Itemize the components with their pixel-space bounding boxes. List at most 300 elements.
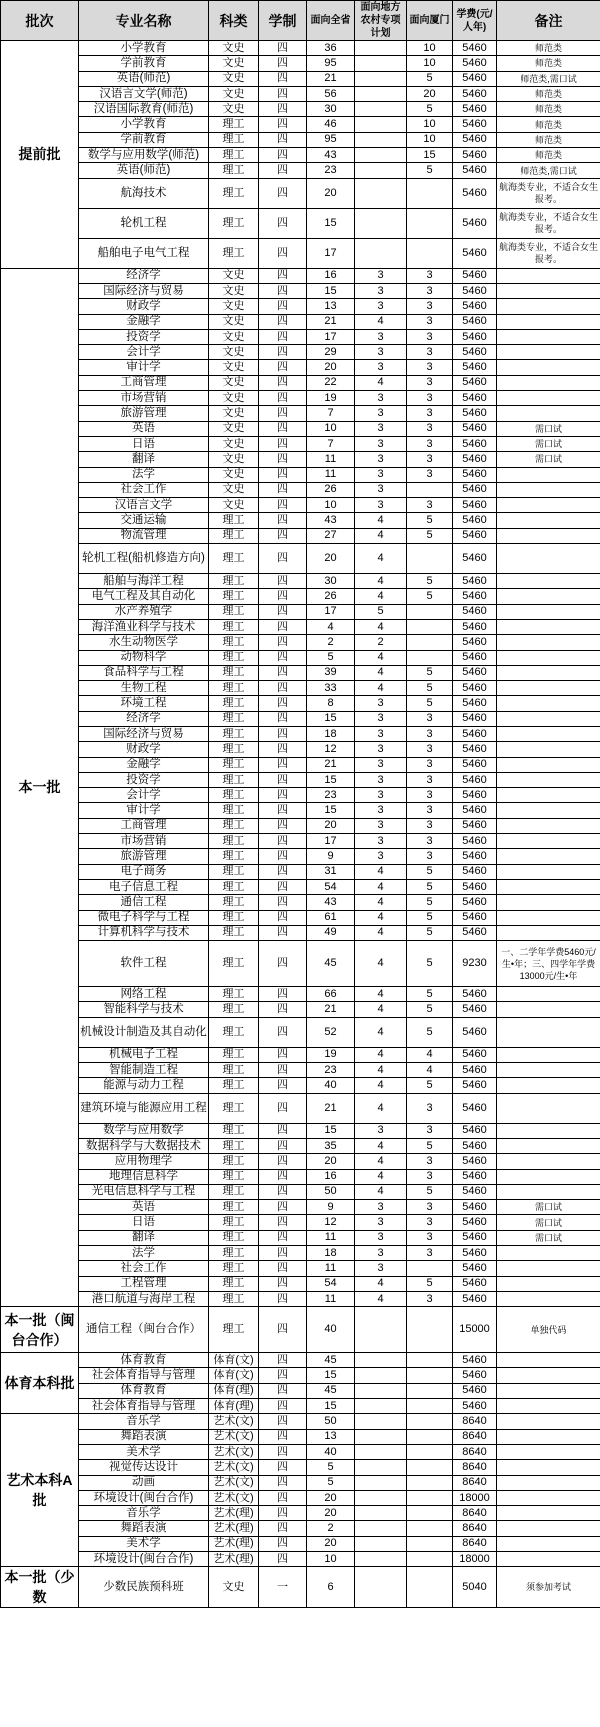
quota-xiamen [407,650,453,665]
category-cell: 理工 [209,757,259,772]
table-row [1,1552,600,1567]
table-row [1,1506,600,1521]
table-row [1,208,600,238]
major-name: 船舶电子电气工程 [79,238,209,268]
notes-cell [497,1261,600,1276]
duration-cell: 四 [259,788,307,803]
notes-cell [497,1017,600,1047]
quota-national: 15 [307,1399,355,1414]
quota-national: 45 [307,1353,355,1368]
notes-cell: 需口试 [497,421,600,436]
duration-cell: 四 [259,1002,307,1017]
quota-rural: 3 [355,1246,407,1261]
quota-xiamen: 3 [407,283,453,298]
header-batch: 批次 [1,1,79,41]
quota-rural: 3 [355,283,407,298]
category-cell: 艺术(文) [209,1490,259,1505]
quota-rural: 4 [355,1063,407,1078]
header-notes: 备注 [497,1,600,41]
category-cell: 文史 [209,467,259,482]
tuition-cell: 18000 [453,1490,497,1505]
duration-cell: 四 [259,1368,307,1383]
quota-xiamen: 3 [407,849,453,864]
table-row [1,528,600,543]
category-cell: 艺术(文) [209,1460,259,1475]
table-row [1,1261,600,1276]
quota-rural [355,71,407,86]
notes-cell [497,1138,600,1153]
table-row [1,925,600,940]
notes-cell [497,528,600,543]
major-name: 学前教育 [79,56,209,71]
quota-national: 2 [307,1521,355,1536]
table-row [1,71,600,86]
table-row [1,1307,600,1353]
tuition-cell: 5460 [453,650,497,665]
quota-national: 10 [307,498,355,513]
table-row [1,452,600,467]
major-name: 审计学 [79,803,209,818]
major-name: 光电信息科学与工程 [79,1184,209,1199]
category-cell: 文史 [209,391,259,406]
table-row [1,1536,600,1551]
category-cell: 理工 [209,788,259,803]
table-row [1,742,600,757]
quota-rural: 4 [355,528,407,543]
quota-rural [355,1506,407,1521]
major-name: 机械电子工程 [79,1047,209,1062]
category-cell: 文史 [209,102,259,117]
major-name: 环境设计(闽台合作) [79,1490,209,1505]
table-row [1,1429,600,1444]
quota-rural: 3 [355,482,407,497]
notes-cell: 师范类 [497,132,600,147]
duration-cell: 四 [259,421,307,436]
quota-rural: 4 [355,1138,407,1153]
major-name: 动物科学 [79,650,209,665]
header-duration: 学制 [259,1,307,41]
tuition-cell: 5460 [453,132,497,147]
category-cell: 文史 [209,56,259,71]
tuition-cell: 5460 [453,834,497,849]
duration-cell: 四 [259,528,307,543]
notes-cell: 师范类,需口试 [497,71,600,86]
tuition-cell: 5460 [453,1169,497,1184]
tuition-cell: 5460 [453,1078,497,1093]
batch-cell: 本一批 [1,268,79,1307]
tuition-cell: 9230 [453,941,497,987]
notes-cell [497,375,600,390]
quota-national: 19 [307,391,355,406]
notes-cell [497,345,600,360]
notes-cell [497,1429,600,1444]
tuition-cell: 5460 [453,619,497,634]
quota-rural: 3 [355,391,407,406]
table-row [1,1399,600,1414]
quota-xiamen: 20 [407,86,453,101]
quota-rural: 4 [355,895,407,910]
quota-national: 56 [307,86,355,101]
quota-xiamen: 3 [407,268,453,283]
tuition-cell: 5460 [453,117,497,132]
quota-national: 33 [307,681,355,696]
major-name: 机械设计制造及其自动化 [79,1017,209,1047]
duration-cell: 四 [259,1078,307,1093]
duration-cell: 四 [259,665,307,680]
duration-cell: 四 [259,482,307,497]
quota-xiamen: 5 [407,1017,453,1047]
category-cell: 文史 [209,498,259,513]
major-name: 市场营销 [79,834,209,849]
table-row [1,329,600,344]
table-row [1,1490,600,1505]
notes-cell [497,1475,600,1490]
notes-cell [497,757,600,772]
category-cell: 理工 [209,879,259,894]
quota-national: 15 [307,772,355,787]
quota-national: 95 [307,56,355,71]
table-row [1,681,600,696]
category-cell: 理工 [209,238,259,268]
quota-national: 15 [307,1123,355,1138]
major-name: 物流管理 [79,528,209,543]
quota-rural: 3 [355,406,407,421]
quota-national: 16 [307,1169,355,1184]
quota-xiamen: 3 [407,772,453,787]
quota-rural: 4 [355,1017,407,1047]
duration-cell: 四 [259,650,307,665]
table-row [1,163,600,178]
quota-national: 5 [307,650,355,665]
quota-national: 15 [307,711,355,726]
major-name: 日语 [79,436,209,451]
tuition-cell: 5460 [453,1368,497,1383]
table-row [1,178,600,208]
table-row [1,1169,600,1184]
tuition-cell: 5460 [453,665,497,680]
major-name: 金融学 [79,314,209,329]
table-row [1,1475,600,1490]
table-row [1,1414,600,1429]
quota-rural: 3 [355,268,407,283]
table-row [1,1460,600,1475]
quota-rural: 3 [355,1200,407,1215]
tuition-cell: 5460 [453,513,497,528]
duration-cell: 四 [259,1399,307,1414]
tuition-cell: 5460 [453,1017,497,1047]
category-cell: 理工 [209,574,259,589]
quota-rural [355,178,407,208]
quota-rural [355,102,407,117]
quota-rural: 4 [355,925,407,940]
notes-cell: 需口试 [497,1230,600,1245]
category-cell: 理工 [209,803,259,818]
notes-cell [497,696,600,711]
quota-national: 43 [307,148,355,163]
table-row [1,696,600,711]
header-category: 科类 [209,1,259,41]
quota-rural [355,1536,407,1551]
major-name: 翻译 [79,1230,209,1245]
category-cell: 理工 [209,1230,259,1245]
quota-xiamen: 4 [407,1063,453,1078]
quota-national: 23 [307,788,355,803]
table-row [1,268,600,283]
table-row [1,117,600,132]
quota-xiamen: 3 [407,1093,453,1123]
tuition-cell: 5460 [453,1138,497,1153]
tuition-cell: 5460 [453,788,497,803]
quota-rural: 4 [355,650,407,665]
quota-xiamen: 3 [407,788,453,803]
major-name: 船舶与海洋工程 [79,574,209,589]
category-cell: 理工 [209,544,259,574]
category-cell: 文史 [209,436,259,451]
category-cell: 理工 [209,178,259,208]
quota-rural: 2 [355,635,407,650]
tuition-cell: 5460 [453,1383,497,1398]
category-cell: 理工 [209,635,259,650]
category-cell: 理工 [209,910,259,925]
duration-cell: 四 [259,1552,307,1567]
category-cell: 文史 [209,421,259,436]
table-row [1,148,600,163]
notes-cell: 师范类 [497,86,600,101]
quota-national: 21 [307,1093,355,1123]
quota-rural: 3 [355,696,407,711]
quota-xiamen [407,1506,453,1521]
major-name: 工商管理 [79,375,209,390]
tuition-cell: 5460 [453,283,497,298]
table-row [1,1353,600,1368]
quota-xiamen [407,635,453,650]
notes-cell: 需口试 [497,1215,600,1230]
category-cell: 理工 [209,1138,259,1153]
table-row [1,1063,600,1078]
duration-cell: 四 [259,941,307,987]
table-row [1,910,600,925]
table-row [1,1002,600,1017]
category-cell: 体育(文) [209,1353,259,1368]
major-name: 建筑环境与能源应用工程 [79,1093,209,1123]
quota-xiamen: 3 [407,1246,453,1261]
quota-rural [355,1567,407,1608]
tuition-cell: 5460 [453,864,497,879]
major-name: 经济学 [79,268,209,283]
quota-rural [355,163,407,178]
quota-xiamen: 3 [407,421,453,436]
category-cell: 理工 [209,1123,259,1138]
header-xiamen: 面向厦门 [407,1,453,41]
quota-xiamen [407,482,453,497]
category-cell: 文史 [209,345,259,360]
tuition-cell: 5460 [453,148,497,163]
category-cell: 文史 [209,406,259,421]
notes-cell [497,711,600,726]
quota-national: 35 [307,1138,355,1153]
quota-national: 23 [307,163,355,178]
major-name: 轮机工程 [79,208,209,238]
tuition-cell: 5460 [453,314,497,329]
duration-cell: 四 [259,1490,307,1505]
quota-rural [355,41,407,56]
major-name: 汉语言文学(师范) [79,86,209,101]
tuition-cell: 5460 [453,1215,497,1230]
duration-cell: 四 [259,987,307,1002]
duration-cell: 四 [259,895,307,910]
notes-cell [497,1184,600,1199]
tuition-cell: 5460 [453,86,497,101]
quota-national: 17 [307,329,355,344]
tuition-cell: 5460 [453,1353,497,1368]
quota-xiamen: 5 [407,895,453,910]
duration-cell: 四 [259,163,307,178]
table-row [1,467,600,482]
notes-cell [497,1353,600,1368]
table-row [1,436,600,451]
quota-national: 29 [307,345,355,360]
notes-cell [497,849,600,864]
category-cell: 理工 [209,1200,259,1215]
tuition-cell: 5460 [453,208,497,238]
major-name: 体育教育 [79,1383,209,1398]
notes-cell [497,574,600,589]
quota-xiamen: 5 [407,864,453,879]
tuition-cell: 8640 [453,1521,497,1536]
notes-cell [497,498,600,513]
major-name: 经济学 [79,711,209,726]
quota-rural [355,1399,407,1414]
notes-cell [497,910,600,925]
tuition-cell: 5460 [453,544,497,574]
quota-xiamen [407,238,453,268]
quota-xiamen: 5 [407,910,453,925]
quota-xiamen: 3 [407,818,453,833]
quota-national: 21 [307,71,355,86]
tuition-cell: 5460 [453,1154,497,1169]
major-name: 音乐学 [79,1414,209,1429]
table-row [1,1047,600,1062]
duration-cell: 一 [259,1567,307,1608]
tuition-cell: 5460 [453,482,497,497]
major-name: 投资学 [79,772,209,787]
major-name: 旅游管理 [79,406,209,421]
tuition-cell: 5460 [453,421,497,436]
quota-national: 23 [307,1063,355,1078]
major-name: 社会体育指导与管理 [79,1368,209,1383]
quota-xiamen [407,1552,453,1567]
quota-rural: 4 [355,589,407,604]
quota-rural [355,208,407,238]
notes-cell [497,329,600,344]
duration-cell: 四 [259,132,307,147]
quota-rural: 3 [355,742,407,757]
quota-rural: 3 [355,452,407,467]
tuition-cell: 5460 [453,1063,497,1078]
tuition-cell: 8640 [453,1506,497,1521]
quota-national: 49 [307,925,355,940]
duration-cell: 四 [259,1506,307,1521]
quota-rural: 4 [355,1276,407,1291]
table-row [1,314,600,329]
duration-cell: 四 [259,345,307,360]
notes-cell [497,482,600,497]
tuition-cell: 5460 [453,498,497,513]
duration-cell: 四 [259,1246,307,1261]
duration-cell: 四 [259,1276,307,1291]
table-row [1,1368,600,1383]
notes-cell [497,1063,600,1078]
quota-xiamen: 3 [407,329,453,344]
major-name: 英语 [79,421,209,436]
tuition-cell: 5460 [453,849,497,864]
quota-national: 19 [307,1047,355,1062]
notes-cell [497,299,600,314]
tuition-cell: 5460 [453,1184,497,1199]
quota-xiamen: 3 [407,314,453,329]
quota-rural: 4 [355,513,407,528]
notes-cell [497,1490,600,1505]
category-cell: 理工 [209,1047,259,1062]
category-cell: 体育(文) [209,1368,259,1383]
duration-cell: 四 [259,726,307,741]
quota-xiamen: 3 [407,834,453,849]
table-row [1,1383,600,1398]
quota-rural: 3 [355,818,407,833]
notes-cell [497,619,600,634]
major-name: 舞蹈表演 [79,1521,209,1536]
tuition-cell: 5460 [453,635,497,650]
duration-cell: 四 [259,879,307,894]
quota-national: 43 [307,513,355,528]
category-cell: 理工 [209,148,259,163]
category-cell: 理工 [209,1002,259,1017]
duration-cell: 四 [259,757,307,772]
quota-xiamen: 3 [407,467,453,482]
duration-cell: 四 [259,544,307,574]
quota-xiamen [407,1444,453,1459]
major-name: 翻译 [79,452,209,467]
quota-xiamen: 5 [407,574,453,589]
duration-cell: 四 [259,102,307,117]
category-cell: 理工 [209,163,259,178]
quota-national: 11 [307,467,355,482]
duration-cell: 四 [259,71,307,86]
category-cell: 理工 [209,681,259,696]
major-name: 港口航道与海岸工程 [79,1291,209,1306]
notes-cell [497,1078,600,1093]
category-cell: 文史 [209,283,259,298]
table-row [1,1184,600,1199]
tuition-cell: 15000 [453,1307,497,1353]
quota-rural: 3 [355,726,407,741]
tuition-cell: 5460 [453,71,497,86]
quota-rural [355,148,407,163]
major-name: 通信工程 [79,895,209,910]
notes-cell [497,895,600,910]
quota-national: 30 [307,574,355,589]
quota-xiamen [407,1521,453,1536]
quota-xiamen [407,208,453,238]
quota-rural [355,56,407,71]
table-row [1,482,600,497]
notes-cell [497,864,600,879]
quota-rural: 4 [355,1078,407,1093]
quota-national: 20 [307,1490,355,1505]
table-row [1,574,600,589]
tuition-cell: 8640 [453,1536,497,1551]
quota-xiamen: 3 [407,299,453,314]
